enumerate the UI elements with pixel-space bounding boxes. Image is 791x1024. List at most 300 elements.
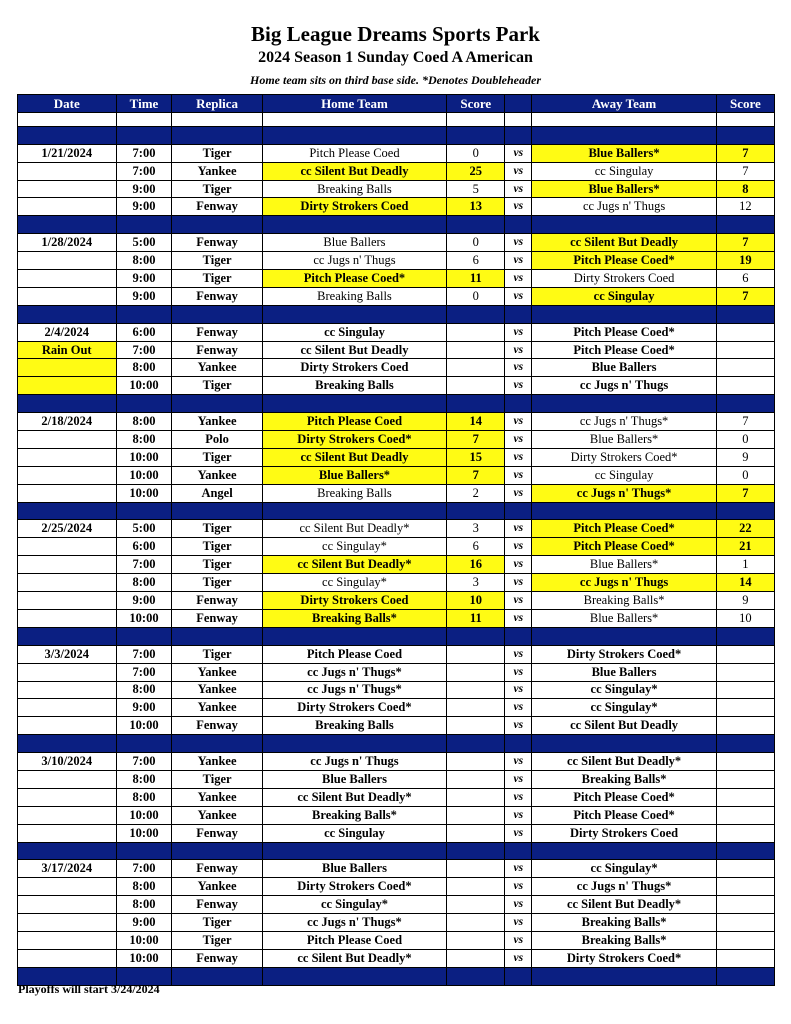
home-team: Pitch Please Coed* bbox=[262, 270, 447, 288]
rain-out-cell bbox=[18, 377, 117, 395]
field-name: Tiger bbox=[172, 377, 262, 395]
game-row bbox=[18, 949, 775, 967]
home-score: 13 bbox=[447, 198, 505, 216]
home-team: Dirty Strokers Coed bbox=[262, 359, 447, 377]
game-time: 7:00 bbox=[116, 753, 172, 771]
vs-label: vs bbox=[505, 699, 532, 717]
week-separator bbox=[18, 502, 775, 520]
home-score bbox=[447, 788, 505, 806]
game-time: 9:00 bbox=[116, 180, 172, 198]
game-time: 7:00 bbox=[116, 860, 172, 878]
away-score: 7 bbox=[716, 413, 774, 431]
away-team: Dirty Strokers Coed bbox=[532, 270, 717, 288]
date-cell bbox=[18, 824, 117, 842]
vs-label: vs bbox=[505, 914, 532, 932]
away-team: cc Silent But Deadly* bbox=[532, 896, 717, 914]
vs-label: vs bbox=[505, 252, 532, 270]
away-score bbox=[716, 878, 774, 896]
vs-label: vs bbox=[505, 538, 532, 556]
week-separator-cell bbox=[116, 502, 172, 520]
game-row bbox=[18, 287, 775, 305]
week-separator bbox=[18, 627, 775, 645]
game-row bbox=[18, 538, 775, 556]
away-score: 21 bbox=[716, 538, 774, 556]
week-separator-cell bbox=[262, 395, 447, 413]
vs-label: vs bbox=[505, 753, 532, 771]
home-score: 10 bbox=[447, 592, 505, 610]
week-separator-cell bbox=[716, 395, 774, 413]
field-name: Tiger bbox=[172, 770, 262, 788]
game-time: 8:00 bbox=[116, 574, 172, 592]
game-row bbox=[18, 323, 775, 341]
week-separator-cell bbox=[18, 735, 117, 753]
home-score: 0 bbox=[447, 234, 505, 252]
week-separator-cell bbox=[532, 967, 717, 985]
week-separator-cell bbox=[447, 967, 505, 985]
field-name: Tiger bbox=[172, 252, 262, 270]
week-separator bbox=[18, 395, 775, 413]
game-time: 10:00 bbox=[116, 466, 172, 484]
field-name: Tiger bbox=[172, 556, 262, 574]
away-score: 10 bbox=[716, 609, 774, 627]
col-header-home-team: Home Team bbox=[262, 95, 447, 113]
away-score: 7 bbox=[716, 162, 774, 180]
game-time: 8:00 bbox=[116, 252, 172, 270]
away-score bbox=[716, 788, 774, 806]
field-name: Tiger bbox=[172, 520, 262, 538]
vs-label: vs bbox=[505, 878, 532, 896]
home-score bbox=[447, 770, 505, 788]
week-separator-cell bbox=[447, 627, 505, 645]
game-time: 9:00 bbox=[116, 198, 172, 216]
home-team: cc Silent But Deadly* bbox=[262, 788, 447, 806]
vs-label: vs bbox=[505, 162, 532, 180]
week-separator-cell bbox=[447, 395, 505, 413]
game-time: 7:00 bbox=[116, 645, 172, 663]
vs-label: vs bbox=[505, 287, 532, 305]
empty-row-cell bbox=[116, 112, 172, 126]
away-score bbox=[716, 931, 774, 949]
rain-out-badge: Rain Out bbox=[18, 341, 117, 359]
game-row bbox=[18, 699, 775, 717]
home-score bbox=[447, 323, 505, 341]
away-score bbox=[716, 681, 774, 699]
vs-label: vs bbox=[505, 431, 532, 449]
home-team: Pitch Please Coed bbox=[262, 645, 447, 663]
page-note: Home team sits on third base side. *Denotes Doubleheader bbox=[250, 73, 541, 87]
game-row bbox=[18, 198, 775, 216]
week-separator-cell bbox=[716, 502, 774, 520]
home-team: Blue Ballers bbox=[262, 860, 447, 878]
week-separator-cell bbox=[172, 126, 262, 144]
away-score bbox=[716, 806, 774, 824]
field-name: Fenway bbox=[172, 717, 262, 735]
week-date: 2/25/2024 bbox=[18, 520, 117, 538]
away-score bbox=[716, 824, 774, 842]
game-row bbox=[18, 413, 775, 431]
week-separator-cell bbox=[505, 735, 532, 753]
away-team: cc Singulay bbox=[532, 466, 717, 484]
away-team: Pitch Please Coed* bbox=[532, 252, 717, 270]
away-team: Dirty Strokers Coed bbox=[532, 824, 717, 842]
week-separator-cell bbox=[447, 502, 505, 520]
week-separator-cell bbox=[172, 967, 262, 985]
home-team: cc Singulay* bbox=[262, 538, 447, 556]
home-score: 3 bbox=[447, 520, 505, 538]
field-name: Fenway bbox=[172, 323, 262, 341]
game-row bbox=[18, 144, 775, 162]
vs-label: vs bbox=[505, 144, 532, 162]
week-separator-cell bbox=[172, 735, 262, 753]
date-cell bbox=[18, 896, 117, 914]
week-separator-cell bbox=[18, 305, 117, 323]
away-score: 14 bbox=[716, 574, 774, 592]
away-score bbox=[716, 717, 774, 735]
date-cell bbox=[18, 788, 117, 806]
home-team: cc Jugs n' Thugs* bbox=[262, 663, 447, 681]
field-name: Yankee bbox=[172, 413, 262, 431]
vs-label: vs bbox=[505, 931, 532, 949]
col-header-away-score: Score bbox=[716, 95, 774, 113]
away-score bbox=[716, 914, 774, 932]
date-cell bbox=[18, 448, 117, 466]
week-separator-cell bbox=[505, 395, 532, 413]
vs-label: vs bbox=[505, 806, 532, 824]
vs-label: vs bbox=[505, 860, 532, 878]
vs-label: vs bbox=[505, 341, 532, 359]
home-score: 0 bbox=[447, 144, 505, 162]
game-row bbox=[18, 466, 775, 484]
home-score: 11 bbox=[447, 270, 505, 288]
game-row bbox=[18, 824, 775, 842]
week-separator-cell bbox=[447, 126, 505, 144]
date-cell bbox=[18, 162, 117, 180]
date-cell bbox=[18, 198, 117, 216]
home-team: cc Silent But Deadly bbox=[262, 448, 447, 466]
game-row bbox=[18, 806, 775, 824]
game-row bbox=[18, 448, 775, 466]
week-separator-cell bbox=[532, 842, 717, 860]
week-separator-cell bbox=[505, 967, 532, 985]
away-team: cc Jugs n' Thugs bbox=[532, 198, 717, 216]
home-score: 15 bbox=[447, 448, 505, 466]
home-score bbox=[447, 359, 505, 377]
home-team: Dirty Strokers Coed* bbox=[262, 878, 447, 896]
game-row bbox=[18, 914, 775, 932]
game-time: 8:00 bbox=[116, 431, 172, 449]
game-time: 10:00 bbox=[116, 484, 172, 502]
home-score bbox=[447, 699, 505, 717]
week-date: 1/21/2024 bbox=[18, 144, 117, 162]
home-score: 3 bbox=[447, 574, 505, 592]
game-time: 10:00 bbox=[116, 609, 172, 627]
game-time: 8:00 bbox=[116, 681, 172, 699]
game-time: 9:00 bbox=[116, 270, 172, 288]
game-time: 8:00 bbox=[116, 413, 172, 431]
date-cell bbox=[18, 770, 117, 788]
page-subtitle: 2024 Season 1 Sunday Coed A American bbox=[258, 49, 533, 66]
field-name: Tiger bbox=[172, 931, 262, 949]
week-date: 2/18/2024 bbox=[18, 413, 117, 431]
field-name: Tiger bbox=[172, 144, 262, 162]
field-name: Yankee bbox=[172, 699, 262, 717]
away-team: Pitch Please Coed* bbox=[532, 788, 717, 806]
home-team: Pitch Please Coed bbox=[262, 413, 447, 431]
week-separator-cell bbox=[18, 395, 117, 413]
game-row bbox=[18, 609, 775, 627]
field-name: Yankee bbox=[172, 878, 262, 896]
away-score bbox=[716, 949, 774, 967]
game-time: 6:00 bbox=[116, 538, 172, 556]
home-score: 5 bbox=[447, 180, 505, 198]
field-name: Fenway bbox=[172, 341, 262, 359]
away-team: Blue Ballers* bbox=[532, 144, 717, 162]
date-cell bbox=[18, 431, 117, 449]
date-cell bbox=[18, 949, 117, 967]
game-time: 7:00 bbox=[116, 556, 172, 574]
week-separator-cell bbox=[116, 842, 172, 860]
game-time: 10:00 bbox=[116, 949, 172, 967]
week-separator-cell bbox=[18, 627, 117, 645]
home-score: 25 bbox=[447, 162, 505, 180]
week-separator-cell bbox=[262, 967, 447, 985]
home-score bbox=[447, 663, 505, 681]
home-score: 0 bbox=[447, 287, 505, 305]
home-team: Breaking Balls* bbox=[262, 609, 447, 627]
home-team: cc Jugs n' Thugs bbox=[262, 753, 447, 771]
away-team: cc Jugs n' Thugs bbox=[532, 574, 717, 592]
game-time: 10:00 bbox=[116, 931, 172, 949]
game-row bbox=[18, 931, 775, 949]
away-score bbox=[716, 323, 774, 341]
week-separator-cell bbox=[262, 735, 447, 753]
away-score bbox=[716, 860, 774, 878]
away-score: 0 bbox=[716, 466, 774, 484]
vs-label: vs bbox=[505, 413, 532, 431]
game-time: 9:00 bbox=[116, 287, 172, 305]
home-team: Blue Ballers* bbox=[262, 466, 447, 484]
date-cell bbox=[18, 914, 117, 932]
game-row bbox=[18, 377, 775, 395]
vs-label: vs bbox=[505, 949, 532, 967]
week-separator-cell bbox=[716, 126, 774, 144]
home-score bbox=[447, 645, 505, 663]
game-row bbox=[18, 556, 775, 574]
away-team: Blue Ballers* bbox=[532, 609, 717, 627]
date-cell bbox=[18, 466, 117, 484]
away-score bbox=[716, 645, 774, 663]
away-team: cc Jugs n' Thugs* bbox=[532, 413, 717, 431]
page-title: Big League Dreams Sports Park bbox=[251, 22, 540, 46]
week-separator-cell bbox=[716, 305, 774, 323]
home-team: Dirty Strokers Coed bbox=[262, 592, 447, 610]
date-cell bbox=[18, 484, 117, 502]
week-separator-cell bbox=[172, 502, 262, 520]
field-name: Tiger bbox=[172, 538, 262, 556]
empty-row-cell bbox=[172, 112, 262, 126]
vs-label: vs bbox=[505, 896, 532, 914]
game-row bbox=[18, 359, 775, 377]
date-cell bbox=[18, 931, 117, 949]
empty-row-cell bbox=[532, 112, 717, 126]
away-score: 9 bbox=[716, 592, 774, 610]
vs-label: vs bbox=[505, 556, 532, 574]
vs-label: vs bbox=[505, 592, 532, 610]
empty-row-cell bbox=[716, 112, 774, 126]
date-cell bbox=[18, 699, 117, 717]
empty-row bbox=[18, 112, 775, 126]
field-name: Yankee bbox=[172, 753, 262, 771]
vs-label: vs bbox=[505, 770, 532, 788]
vs-label: vs bbox=[505, 520, 532, 538]
week-separator-cell bbox=[532, 502, 717, 520]
week-separator-cell bbox=[532, 627, 717, 645]
vs-label: vs bbox=[505, 198, 532, 216]
field-name: Tiger bbox=[172, 448, 262, 466]
away-team: Pitch Please Coed* bbox=[532, 520, 717, 538]
home-score bbox=[447, 681, 505, 699]
away-score bbox=[716, 770, 774, 788]
vs-label: vs bbox=[505, 788, 532, 806]
game-row bbox=[18, 860, 775, 878]
game-time: 8:00 bbox=[116, 896, 172, 914]
week-separator-cell bbox=[262, 216, 447, 234]
game-time: 7:00 bbox=[116, 162, 172, 180]
date-cell bbox=[18, 592, 117, 610]
col-header-time: Time bbox=[116, 95, 172, 113]
home-score bbox=[447, 914, 505, 932]
col-header-vs bbox=[505, 95, 532, 113]
home-score bbox=[447, 377, 505, 395]
home-team: cc Jugs n' Thugs* bbox=[262, 681, 447, 699]
field-name: Yankee bbox=[172, 681, 262, 699]
game-row bbox=[18, 753, 775, 771]
away-team: cc Jugs n' Thugs bbox=[532, 377, 717, 395]
week-separator bbox=[18, 305, 775, 323]
home-team: Breaking Balls bbox=[262, 717, 447, 735]
vs-label: vs bbox=[505, 663, 532, 681]
away-team: cc Singulay bbox=[532, 287, 717, 305]
away-team: Breaking Balls* bbox=[532, 914, 717, 932]
week-separator-cell bbox=[116, 126, 172, 144]
date-cell bbox=[18, 287, 117, 305]
week-separator-cell bbox=[116, 395, 172, 413]
home-team: cc Silent But Deadly* bbox=[262, 949, 447, 967]
game-row bbox=[18, 592, 775, 610]
empty-row-cell bbox=[505, 112, 532, 126]
week-separator-cell bbox=[716, 735, 774, 753]
game-time: 5:00 bbox=[116, 234, 172, 252]
game-row bbox=[18, 431, 775, 449]
away-team: Blue Ballers bbox=[532, 663, 717, 681]
vs-label: vs bbox=[505, 824, 532, 842]
away-team: cc Singulay* bbox=[532, 860, 717, 878]
away-team: Pitch Please Coed* bbox=[532, 323, 717, 341]
field-name: Yankee bbox=[172, 466, 262, 484]
empty-row-cell bbox=[447, 112, 505, 126]
game-row bbox=[18, 770, 775, 788]
game-time: 7:00 bbox=[116, 144, 172, 162]
field-name: Tiger bbox=[172, 914, 262, 932]
away-score: 7 bbox=[716, 144, 774, 162]
week-separator-cell bbox=[447, 735, 505, 753]
home-team: cc Singulay bbox=[262, 824, 447, 842]
week-separator bbox=[18, 216, 775, 234]
home-score bbox=[447, 824, 505, 842]
game-time: 9:00 bbox=[116, 914, 172, 932]
week-separator-cell bbox=[172, 305, 262, 323]
date-cell bbox=[18, 556, 117, 574]
game-time: 7:00 bbox=[116, 341, 172, 359]
date-cell bbox=[18, 252, 117, 270]
away-score: 8 bbox=[716, 180, 774, 198]
game-time: 10:00 bbox=[116, 824, 172, 842]
game-time: 9:00 bbox=[116, 592, 172, 610]
away-score bbox=[716, 377, 774, 395]
week-separator-cell bbox=[532, 126, 717, 144]
date-cell bbox=[18, 878, 117, 896]
col-header-away-team: Away Team bbox=[532, 95, 717, 113]
game-row bbox=[18, 252, 775, 270]
away-team: cc Singulay* bbox=[532, 681, 717, 699]
week-date: 3/17/2024 bbox=[18, 860, 117, 878]
week-separator-cell bbox=[262, 126, 447, 144]
field-name: Yankee bbox=[172, 788, 262, 806]
away-score bbox=[716, 663, 774, 681]
home-score bbox=[447, 860, 505, 878]
week-separator-cell bbox=[505, 627, 532, 645]
home-team: cc Silent But Deadly bbox=[262, 162, 447, 180]
vs-label: vs bbox=[505, 484, 532, 502]
away-team: Breaking Balls* bbox=[532, 770, 717, 788]
week-separator-cell bbox=[532, 735, 717, 753]
week-separator-cell bbox=[532, 395, 717, 413]
away-score bbox=[716, 753, 774, 771]
away-team: Dirty Strokers Coed* bbox=[532, 448, 717, 466]
away-team: Blue Ballers bbox=[532, 359, 717, 377]
week-separator-cell bbox=[116, 305, 172, 323]
home-team: cc Silent But Deadly bbox=[262, 341, 447, 359]
game-time: 10:00 bbox=[116, 377, 172, 395]
col-header-home-score: Score bbox=[447, 95, 505, 113]
home-team: Breaking Balls* bbox=[262, 806, 447, 824]
away-team: Pitch Please Coed* bbox=[532, 538, 717, 556]
home-team: Breaking Balls bbox=[262, 484, 447, 502]
away-team: Breaking Balls* bbox=[532, 592, 717, 610]
away-score: 1 bbox=[716, 556, 774, 574]
home-team: cc Singulay* bbox=[262, 574, 447, 592]
week-separator-cell bbox=[18, 842, 117, 860]
home-score: 11 bbox=[447, 609, 505, 627]
away-team: Blue Ballers* bbox=[532, 556, 717, 574]
col-header-date: Date bbox=[18, 95, 117, 113]
field-name: Fenway bbox=[172, 198, 262, 216]
away-score: 22 bbox=[716, 520, 774, 538]
vs-label: vs bbox=[505, 323, 532, 341]
week-separator-cell bbox=[262, 627, 447, 645]
away-score bbox=[716, 896, 774, 914]
week-separator-cell bbox=[532, 305, 717, 323]
vs-label: vs bbox=[505, 234, 532, 252]
week-separator-cell bbox=[505, 216, 532, 234]
home-team: cc Singulay bbox=[262, 323, 447, 341]
col-header-replica: Replica bbox=[172, 95, 262, 113]
week-separator-cell bbox=[116, 627, 172, 645]
away-team: Blue Ballers* bbox=[532, 431, 717, 449]
home-score: 7 bbox=[447, 466, 505, 484]
field-name: Fenway bbox=[172, 860, 262, 878]
date-cell bbox=[18, 574, 117, 592]
